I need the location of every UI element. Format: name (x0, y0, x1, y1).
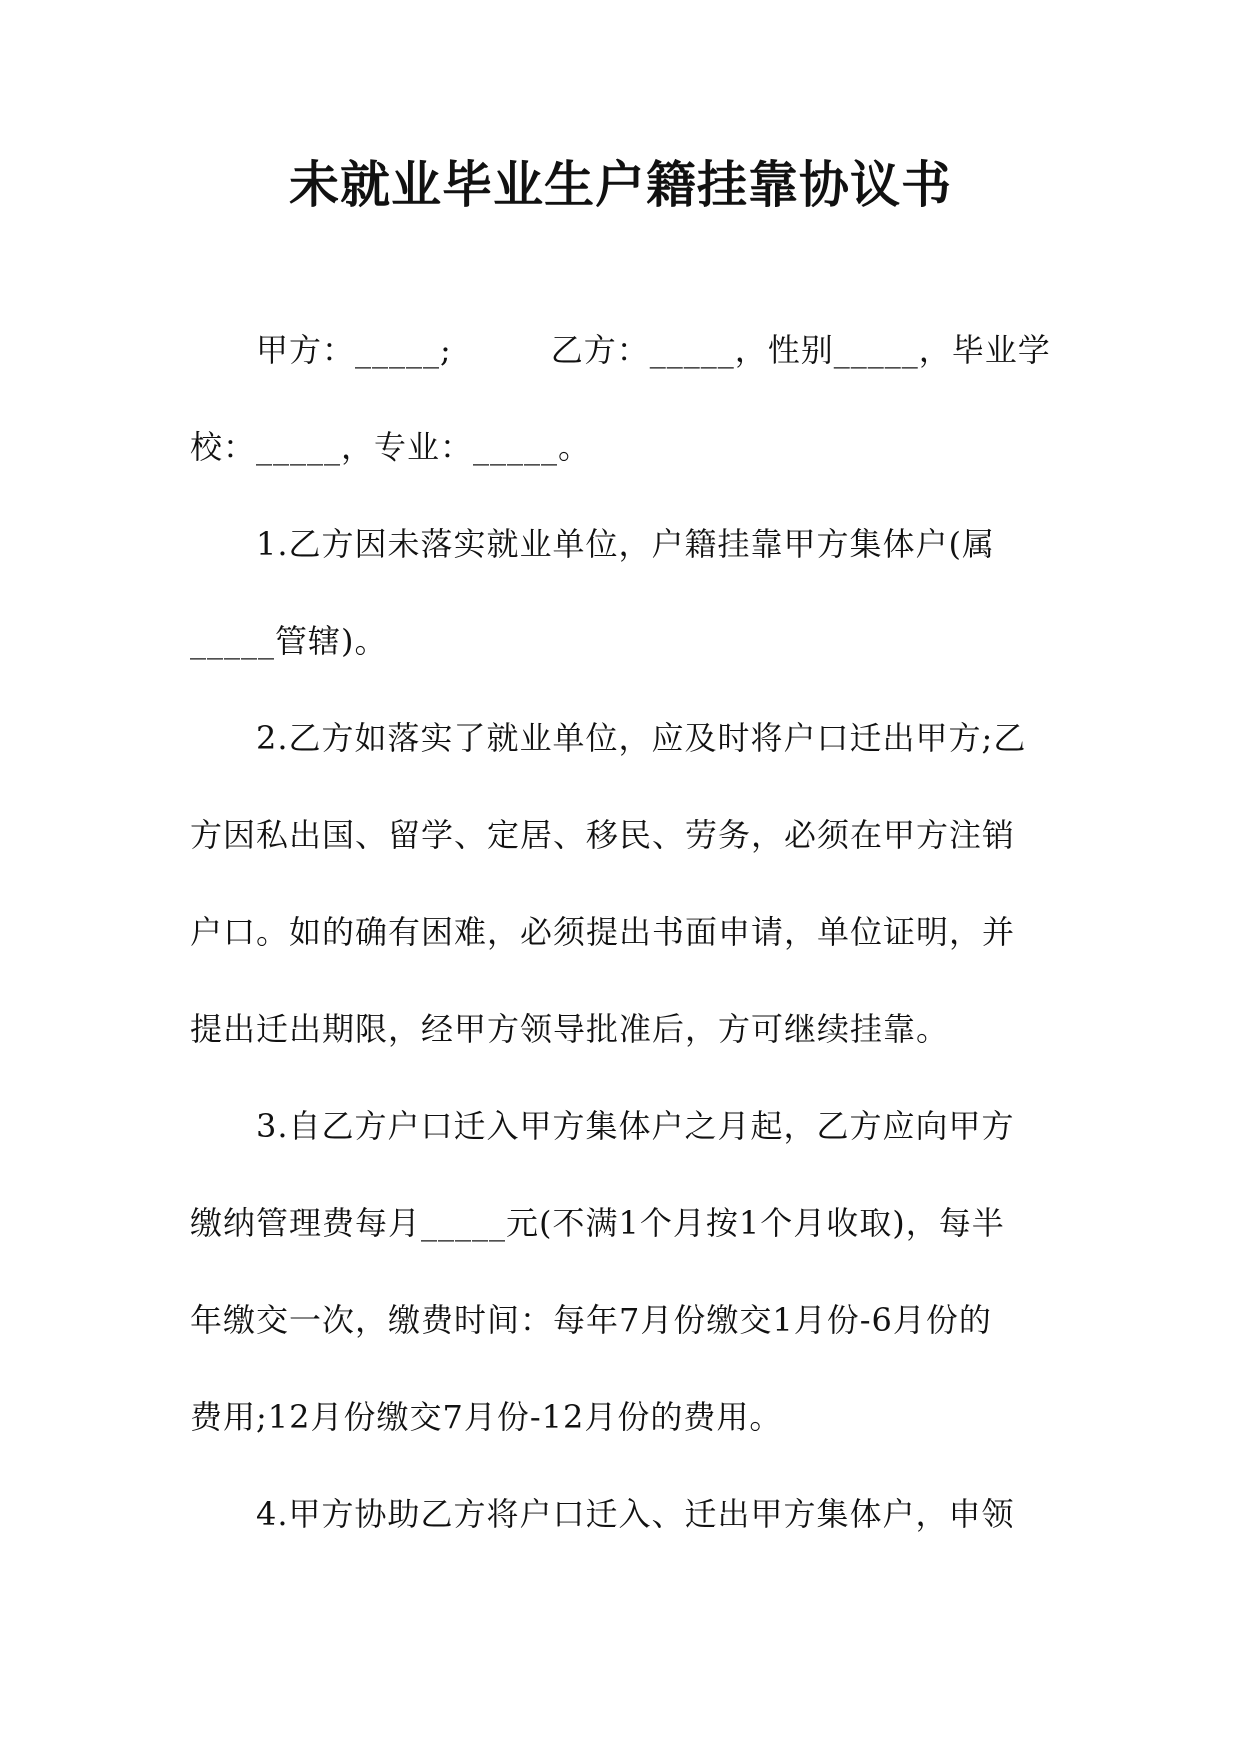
parties-line: 甲方：_____; 乙方：_____，性别_____，毕业学 (256, 331, 1051, 369)
document-body (190, 302, 1050, 1563)
clause-1: 1.乙方因未落实就业单位，户籍挂靠甲方集体户(属 (256, 525, 996, 563)
clause-3-continued: 费用;12月份缴交7月份-12月份的费用。 (190, 1398, 783, 1436)
clause-4: 4.甲方协助乙方将户口迁入、迁出甲方集体户，申领 (256, 1495, 1015, 1533)
document-title: 未就业毕业生户籍挂靠协议书 (289, 156, 952, 214)
clause-3-continued: 缴纳管理费每月_____元(不满1个月按1个月收取)，每半 (190, 1204, 1005, 1242)
clause-2-continued: 提出迁出期限，经甲方领导批准后，方可继续挂靠。 (190, 1010, 950, 1048)
clause-2-continued: 户口。如的确有困难，必须提出书面申请，单位证明，并 (190, 913, 1016, 951)
clause-3: 3.自乙方户口迁入甲方集体户之月起，乙方应向甲方 (256, 1107, 1015, 1145)
clause-2: 2.乙方如落实了就业单位，应及时将户口迁出甲方;乙 (256, 719, 1027, 757)
clause-1-continued: _____管辖)。 (190, 622, 388, 660)
clause-3-continued: 年缴交一次，缴费时间：每年7月份缴交1月份-6月份的 (190, 1301, 992, 1339)
parties-line-continued: 校：_____，专业：_____。 (190, 428, 592, 466)
clause-2-continued: 方因私出国、留学、定居、移民、劳务，必须在甲方注销 (190, 816, 1016, 854)
